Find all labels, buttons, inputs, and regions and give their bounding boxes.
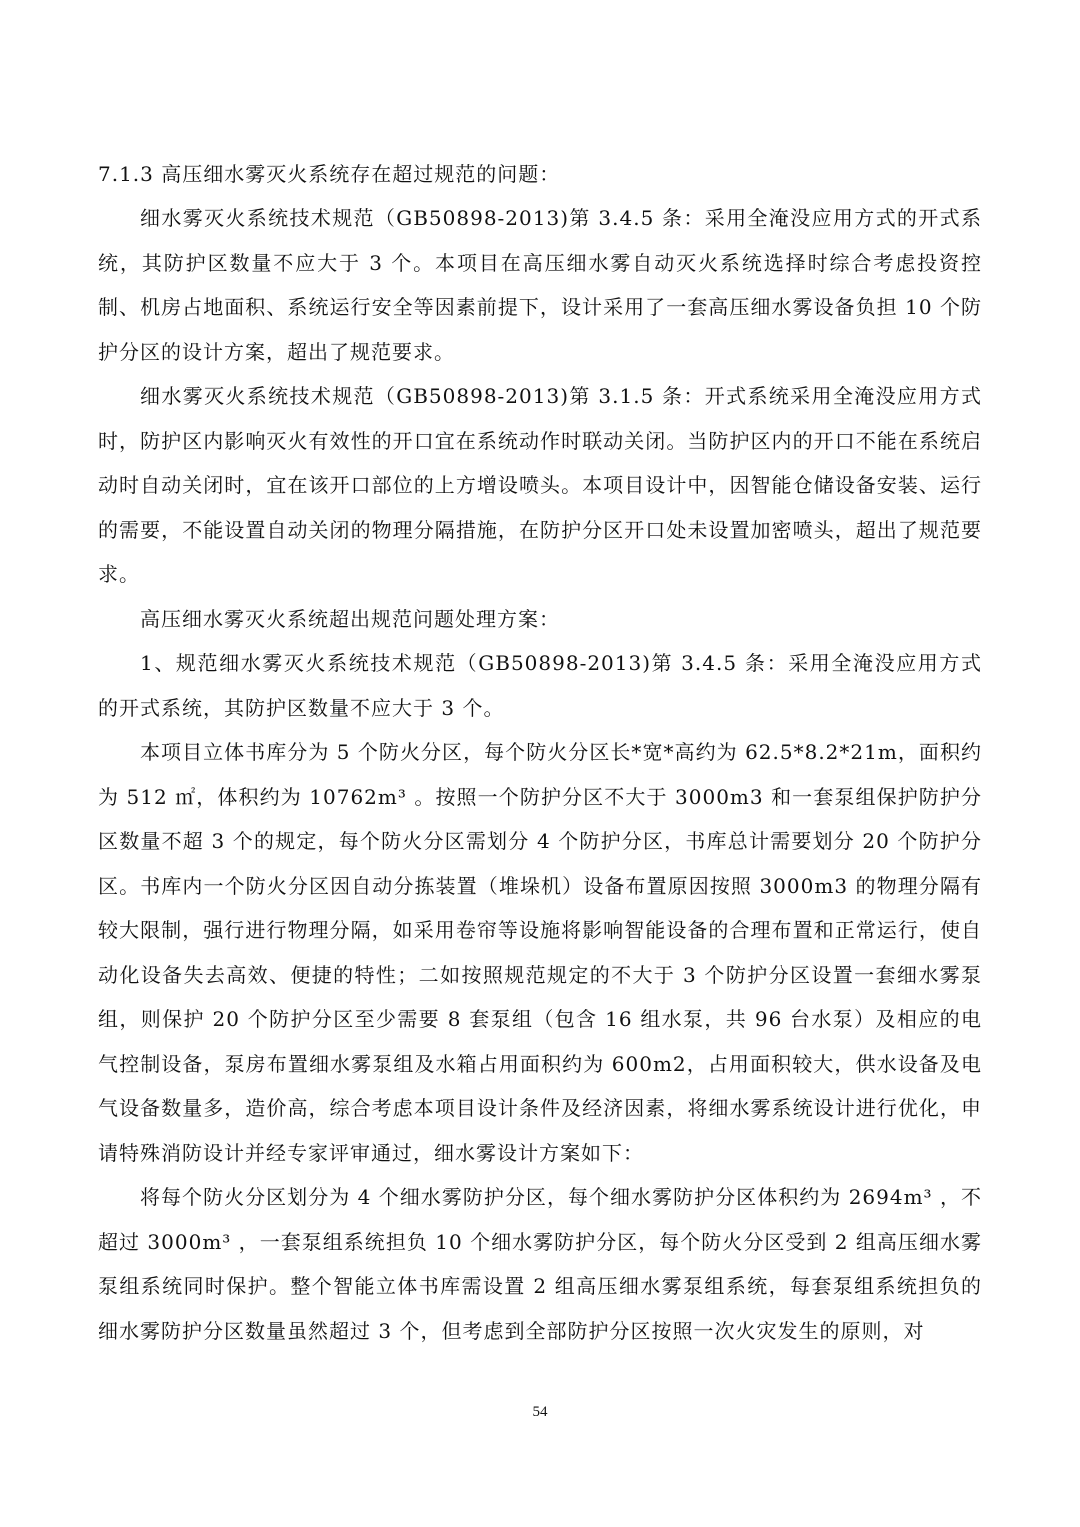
document-body [98, 152, 982, 1353]
paragraph: 本项目立体书库分为 5 个防火分区，每个防火分区长*宽*高约为 62.5*8.2*21m，面积约为 512 ㎡，体积约为 10762m³ 。按照一个防护分区不大于 3000m3 和一套泵组保护防护分区数量不超 3 个的规定，每个防火分区需划分 4 个防护分区，书库总计需要划分 20 个防护分区。书库内一个防火分区因自动分拣装置（堆垛机）设备布置原因按照 3000m3 的物理分隔有较大限制，强行进行物理分隔，如采用卷帘等设施将影响智能设备的合理布置和正常运行，使自动化设备失去高效、便捷的特性；二如按照规范规定的不大于 3 个防护分区设置一套细水雾泵组，则保护 20 个防护分区至少需要 8 套泵组（包含 16 组水泵，共 96 台水泵）及相应的电气控制设备，泵房布置细水雾泵组及水箱占用面积约为 600m2，占用面积较大，供水设备及电气设备数量多，造价高，综合考虑本项目设计条件及经济因素，将细水雾系统设计进行优化，申请特殊消防设计并经专家评审通过，细水雾设计方案如下： [98, 740, 982, 1165]
paragraph: 将每个防火分区划分为 4 个细水雾防护分区，每个细水雾防护分区体积约为 2694m³ ，不超过 3000m³ ，一套泵组系统担负 10 个细水雾防护分区，每个防火分区受到 2 组高压细水雾泵组系统同时保护。整个智能立体书库需设置 2 组高压细水雾泵组系统，每套泵组系统担负的细水雾防护分区数量虽然超过 3 个，但考虑到全部防护分区按照一次火灾发生的原则，对 [98, 1185, 982, 1343]
paragraph: 细水雾灭火系统技术规范（GB50898-2013)第 3.4.5 条：采用全淹没应用方式的开式系统，其防护区数量不应大于 3 个。本项目在高压细水雾自动灭火系统选择时综合考虑投资控制、机房占地面积、系统运行安全等因素前提下，设计采用了一套高压细水雾设备负担 10 个防护分区的设计方案，超出了规范要求。 [98, 206, 982, 364]
paragraph: 1、规范细水雾灭火系统技术规范（GB50898-2013)第 3.4.5 条：采用全淹没应用方式的开式系统，其防护区数量不应大于 3 个。 [98, 651, 982, 720]
paragraph: 细水雾灭火系统技术规范（GB50898-2013)第 3.1.5 条：开式系统采用全淹没应用方式时，防护区内影响灭火有效性的开口宜在系统动作时联动关闭。当防护区内的开口不能在系统启动时自动关闭时，宜在该开口部位的上方增设喷头。本项目设计中，因智能仓储设备安装、运行的需要，不能设置自动关闭的物理分隔措施，在防护分区开口处未设置加密喷头，超出了规范要求。 [98, 384, 982, 586]
paragraph: 高压细水雾灭火系统超出规范问题处理方案： [140, 606, 560, 631]
page-number: 54 [532, 1404, 548, 1420]
section-heading: 7.1.3 高压细水雾灭火系统存在超过规范的问题： [98, 162, 561, 186]
